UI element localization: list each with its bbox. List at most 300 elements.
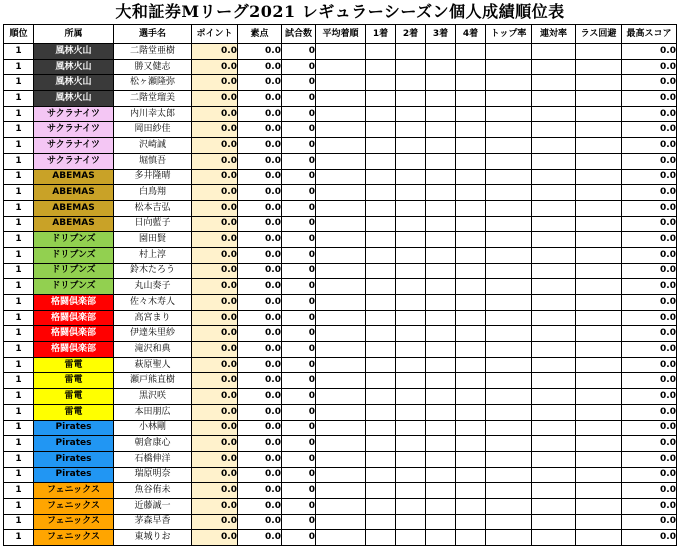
avg-rank-cell [316, 483, 366, 499]
top-rate-cell [486, 357, 532, 373]
las-avoid-cell [576, 514, 622, 530]
team-cell: Pirates [34, 467, 114, 483]
first-count-cell [366, 169, 396, 185]
point-cell: 0.0 [192, 373, 238, 389]
table-row [4, 75, 677, 91]
las-avoid-cell [576, 373, 622, 389]
table-row [4, 247, 677, 263]
fourth-count-cell [456, 373, 486, 389]
las-avoid-cell [576, 59, 622, 75]
avg-rank-cell [316, 263, 366, 279]
first-count-cell [366, 467, 396, 483]
max-score-cell: 0.0 [622, 420, 677, 436]
avg-rank-cell [316, 326, 366, 342]
team-cell: ABEMAS [34, 185, 114, 201]
point-cell: 0.0 [192, 153, 238, 169]
avg-rank-cell [316, 295, 366, 311]
soten-cell: 0.0 [238, 420, 282, 436]
third-count-cell [426, 263, 456, 279]
rentai-rate-cell [532, 44, 576, 60]
first-count-cell [366, 483, 396, 499]
games-cell: 0 [282, 216, 316, 232]
third-count-cell [426, 498, 456, 514]
las-avoid-cell [576, 279, 622, 295]
header-second: 2着 [396, 25, 426, 44]
games-cell: 0 [282, 232, 316, 248]
avg-rank-cell [316, 389, 366, 405]
header-team: 所属 [34, 25, 114, 44]
max-score-cell: 0.0 [622, 530, 677, 546]
second-count-cell [396, 498, 426, 514]
rentai-rate-cell [532, 389, 576, 405]
rank-cell: 1 [4, 342, 34, 358]
las-avoid-cell [576, 185, 622, 201]
las-avoid-cell [576, 216, 622, 232]
point-cell: 0.0 [192, 514, 238, 530]
third-count-cell [426, 389, 456, 405]
table-row [4, 451, 677, 467]
rank-cell: 1 [4, 153, 34, 169]
table-row [4, 530, 677, 546]
max-score-cell: 0.0 [622, 279, 677, 295]
rank-cell: 1 [4, 232, 34, 248]
max-score-cell: 0.0 [622, 467, 677, 483]
games-cell: 0 [282, 514, 316, 530]
first-count-cell [366, 498, 396, 514]
top-rate-cell [486, 389, 532, 405]
games-cell: 0 [282, 91, 316, 107]
third-count-cell [426, 279, 456, 295]
second-count-cell [396, 436, 426, 452]
rentai-rate-cell [532, 420, 576, 436]
table-row [4, 200, 677, 216]
rank-cell: 1 [4, 91, 34, 107]
team-cell: フェニックス [34, 530, 114, 546]
rank-cell: 1 [4, 530, 34, 546]
first-count-cell [366, 436, 396, 452]
player-name-cell: 白鳥翔 [114, 185, 192, 201]
fourth-count-cell [456, 342, 486, 358]
las-avoid-cell [576, 153, 622, 169]
third-count-cell [426, 169, 456, 185]
first-count-cell [366, 310, 396, 326]
games-cell: 0 [282, 263, 316, 279]
second-count-cell [396, 138, 426, 154]
third-count-cell [426, 200, 456, 216]
rentai-rate-cell [532, 467, 576, 483]
rank-cell: 1 [4, 59, 34, 75]
team-cell: サクラナイツ [34, 153, 114, 169]
player-name-cell: 堀慎吾 [114, 153, 192, 169]
team-cell: Pirates [34, 436, 114, 452]
third-count-cell [426, 44, 456, 60]
soten-cell: 0.0 [238, 153, 282, 169]
fourth-count-cell [456, 59, 486, 75]
avg-rank-cell [316, 216, 366, 232]
games-cell: 0 [282, 153, 316, 169]
top-rate-cell [486, 59, 532, 75]
rentai-rate-cell [532, 483, 576, 499]
first-count-cell [366, 514, 396, 530]
max-score-cell: 0.0 [622, 216, 677, 232]
player-name-cell: 東城りお [114, 530, 192, 546]
las-avoid-cell [576, 295, 622, 311]
games-cell: 0 [282, 295, 316, 311]
rentai-rate-cell [532, 59, 576, 75]
third-count-cell [426, 232, 456, 248]
las-avoid-cell [576, 106, 622, 122]
top-rate-cell [486, 295, 532, 311]
games-cell: 0 [282, 373, 316, 389]
soten-cell: 0.0 [238, 216, 282, 232]
soten-cell: 0.0 [238, 279, 282, 295]
rentai-rate-cell [532, 216, 576, 232]
second-count-cell [396, 530, 426, 546]
third-count-cell [426, 373, 456, 389]
fourth-count-cell [456, 498, 486, 514]
table-row [4, 263, 677, 279]
standings-table [3, 24, 677, 546]
soten-cell: 0.0 [238, 91, 282, 107]
fourth-count-cell [456, 263, 486, 279]
fourth-count-cell [456, 169, 486, 185]
max-score-cell: 0.0 [622, 514, 677, 530]
top-rate-cell [486, 91, 532, 107]
first-count-cell [366, 44, 396, 60]
team-cell: Pirates [34, 451, 114, 467]
first-count-cell [366, 342, 396, 358]
max-score-cell: 0.0 [622, 326, 677, 342]
team-cell: ABEMAS [34, 216, 114, 232]
soten-cell: 0.0 [238, 357, 282, 373]
fourth-count-cell [456, 451, 486, 467]
header-max-score: 最高スコア [622, 25, 677, 44]
avg-rank-cell [316, 310, 366, 326]
point-cell: 0.0 [192, 530, 238, 546]
player-name-cell: 小林剛 [114, 420, 192, 436]
header-first: 1着 [366, 25, 396, 44]
max-score-cell: 0.0 [622, 373, 677, 389]
las-avoid-cell [576, 389, 622, 405]
player-name-cell: 萩原聖人 [114, 357, 192, 373]
third-count-cell [426, 326, 456, 342]
team-cell: Pirates [34, 420, 114, 436]
table-row [4, 122, 677, 138]
top-rate-cell [486, 342, 532, 358]
team-cell: 雷電 [34, 404, 114, 420]
rentai-rate-cell [532, 169, 576, 185]
rank-cell: 1 [4, 373, 34, 389]
fourth-count-cell [456, 326, 486, 342]
player-name-cell: 石橋伸洋 [114, 451, 192, 467]
player-name-cell: 朝倉康心 [114, 436, 192, 452]
soten-cell: 0.0 [238, 530, 282, 546]
second-count-cell [396, 357, 426, 373]
team-cell: ドリブンズ [34, 279, 114, 295]
soten-cell: 0.0 [238, 232, 282, 248]
soten-cell: 0.0 [238, 342, 282, 358]
second-count-cell [396, 106, 426, 122]
top-rate-cell [486, 153, 532, 169]
point-cell: 0.0 [192, 467, 238, 483]
las-avoid-cell [576, 530, 622, 546]
soten-cell: 0.0 [238, 263, 282, 279]
second-count-cell [396, 247, 426, 263]
soten-cell: 0.0 [238, 389, 282, 405]
las-avoid-cell [576, 44, 622, 60]
rank-cell: 1 [4, 357, 34, 373]
first-count-cell [366, 232, 396, 248]
player-name-cell: 本田朋広 [114, 404, 192, 420]
first-count-cell [366, 247, 396, 263]
third-count-cell [426, 247, 456, 263]
header-fourth: 4着 [456, 25, 486, 44]
top-rate-cell [486, 247, 532, 263]
top-rate-cell [486, 106, 532, 122]
player-name-cell: 伊達朱里紗 [114, 326, 192, 342]
point-cell: 0.0 [192, 404, 238, 420]
table-row [4, 467, 677, 483]
header-games: 試合数 [282, 25, 316, 44]
player-name-cell: 魚谷侑未 [114, 483, 192, 499]
las-avoid-cell [576, 420, 622, 436]
las-avoid-cell [576, 247, 622, 263]
fourth-count-cell [456, 91, 486, 107]
top-rate-cell [486, 232, 532, 248]
third-count-cell [426, 451, 456, 467]
third-count-cell [426, 153, 456, 169]
soten-cell: 0.0 [238, 185, 282, 201]
team-cell: フェニックス [34, 514, 114, 530]
fourth-count-cell [456, 232, 486, 248]
rank-cell: 1 [4, 467, 34, 483]
soten-cell: 0.0 [238, 169, 282, 185]
team-cell: サクラナイツ [34, 122, 114, 138]
top-rate-cell [486, 138, 532, 154]
third-count-cell [426, 138, 456, 154]
las-avoid-cell [576, 498, 622, 514]
avg-rank-cell [316, 404, 366, 420]
rentai-rate-cell [532, 138, 576, 154]
table-row [4, 59, 677, 75]
header-third: 3着 [426, 25, 456, 44]
first-count-cell [366, 200, 396, 216]
second-count-cell [396, 373, 426, 389]
fourth-count-cell [456, 216, 486, 232]
games-cell: 0 [282, 357, 316, 373]
games-cell: 0 [282, 200, 316, 216]
first-count-cell [366, 357, 396, 373]
team-cell: 格闘倶楽部 [34, 342, 114, 358]
rank-cell: 1 [4, 279, 34, 295]
first-count-cell [366, 279, 396, 295]
third-count-cell [426, 295, 456, 311]
max-score-cell: 0.0 [622, 483, 677, 499]
games-cell: 0 [282, 106, 316, 122]
second-count-cell [396, 483, 426, 499]
avg-rank-cell [316, 169, 366, 185]
first-count-cell [366, 153, 396, 169]
rank-cell: 1 [4, 451, 34, 467]
fourth-count-cell [456, 514, 486, 530]
rentai-rate-cell [532, 498, 576, 514]
soten-cell: 0.0 [238, 59, 282, 75]
team-cell: 風林火山 [34, 59, 114, 75]
first-count-cell [366, 420, 396, 436]
top-rate-cell [486, 420, 532, 436]
max-score-cell: 0.0 [622, 122, 677, 138]
avg-rank-cell [316, 436, 366, 452]
table-row [4, 342, 677, 358]
second-count-cell [396, 153, 426, 169]
max-score-cell: 0.0 [622, 200, 677, 216]
player-name-cell: 岡田紗佳 [114, 122, 192, 138]
first-count-cell [366, 91, 396, 107]
table-row [4, 389, 677, 405]
top-rate-cell [486, 263, 532, 279]
top-rate-cell [486, 498, 532, 514]
player-name-cell: 瀬戸熊直樹 [114, 373, 192, 389]
point-cell: 0.0 [192, 279, 238, 295]
first-count-cell [366, 389, 396, 405]
fourth-count-cell [456, 44, 486, 60]
rentai-rate-cell [532, 514, 576, 530]
avg-rank-cell [316, 122, 366, 138]
games-cell: 0 [282, 247, 316, 263]
rentai-rate-cell [532, 279, 576, 295]
rank-cell: 1 [4, 75, 34, 91]
games-cell: 0 [282, 185, 316, 201]
top-rate-cell [486, 169, 532, 185]
top-rate-cell [486, 185, 532, 201]
player-name-cell: 沢崎誠 [114, 138, 192, 154]
second-count-cell [396, 216, 426, 232]
games-cell: 0 [282, 483, 316, 499]
team-cell: ABEMAS [34, 169, 114, 185]
first-count-cell [366, 326, 396, 342]
soten-cell: 0.0 [238, 404, 282, 420]
third-count-cell [426, 483, 456, 499]
player-name-cell: 鈴木たろう [114, 263, 192, 279]
point-cell: 0.0 [192, 357, 238, 373]
rank-cell: 1 [4, 404, 34, 420]
first-count-cell [366, 138, 396, 154]
point-cell: 0.0 [192, 326, 238, 342]
rentai-rate-cell [532, 75, 576, 91]
rank-cell: 1 [4, 138, 34, 154]
second-count-cell [396, 185, 426, 201]
rank-cell: 1 [4, 247, 34, 263]
team-cell: 格闘倶楽部 [34, 326, 114, 342]
first-count-cell [366, 106, 396, 122]
las-avoid-cell [576, 451, 622, 467]
top-rate-cell [486, 530, 532, 546]
team-cell: 風林火山 [34, 44, 114, 60]
top-rate-cell [486, 404, 532, 420]
second-count-cell [396, 200, 426, 216]
soten-cell: 0.0 [238, 498, 282, 514]
player-name-cell: 滝沢和典 [114, 342, 192, 358]
player-name-cell: 松ヶ瀬隆弥 [114, 75, 192, 91]
team-cell: 風林火山 [34, 75, 114, 91]
table-row [4, 185, 677, 201]
point-cell: 0.0 [192, 138, 238, 154]
max-score-cell: 0.0 [622, 91, 677, 107]
las-avoid-cell [576, 404, 622, 420]
max-score-cell: 0.0 [622, 232, 677, 248]
team-cell: ドリブンズ [34, 232, 114, 248]
avg-rank-cell [316, 420, 366, 436]
point-cell: 0.0 [192, 122, 238, 138]
team-cell: サクラナイツ [34, 138, 114, 154]
rentai-rate-cell [532, 530, 576, 546]
avg-rank-cell [316, 342, 366, 358]
las-avoid-cell [576, 436, 622, 452]
rank-cell: 1 [4, 498, 34, 514]
las-avoid-cell [576, 200, 622, 216]
header-soten: 素点 [238, 25, 282, 44]
max-score-cell: 0.0 [622, 404, 677, 420]
point-cell: 0.0 [192, 75, 238, 91]
rentai-rate-cell [532, 326, 576, 342]
avg-rank-cell [316, 153, 366, 169]
player-name-cell: 黒沢咲 [114, 389, 192, 405]
max-score-cell: 0.0 [622, 185, 677, 201]
rentai-rate-cell [532, 91, 576, 107]
soten-cell: 0.0 [238, 295, 282, 311]
soten-cell: 0.0 [238, 200, 282, 216]
games-cell: 0 [282, 420, 316, 436]
second-count-cell [396, 75, 426, 91]
rentai-rate-cell [532, 436, 576, 452]
first-count-cell [366, 75, 396, 91]
avg-rank-cell [316, 247, 366, 263]
games-cell: 0 [282, 389, 316, 405]
rentai-rate-cell [532, 373, 576, 389]
rank-cell: 1 [4, 420, 34, 436]
rentai-rate-cell [532, 153, 576, 169]
avg-rank-cell [316, 514, 366, 530]
games-cell: 0 [282, 404, 316, 420]
rentai-rate-cell [532, 263, 576, 279]
top-rate-cell [486, 451, 532, 467]
team-cell: 格闘倶楽部 [34, 295, 114, 311]
top-rate-cell [486, 514, 532, 530]
second-count-cell [396, 389, 426, 405]
third-count-cell [426, 357, 456, 373]
team-cell: 雷電 [34, 389, 114, 405]
rank-cell: 1 [4, 185, 34, 201]
player-name-cell: 茅森早香 [114, 514, 192, 530]
second-count-cell [396, 263, 426, 279]
rank-cell: 1 [4, 389, 34, 405]
fourth-count-cell [456, 106, 486, 122]
header-rentai-rate: 連対率 [532, 25, 576, 44]
player-name-cell: 瑞原明奈 [114, 467, 192, 483]
las-avoid-cell [576, 326, 622, 342]
fourth-count-cell [456, 436, 486, 452]
first-count-cell [366, 295, 396, 311]
second-count-cell [396, 342, 426, 358]
rentai-rate-cell [532, 310, 576, 326]
rentai-rate-cell [532, 451, 576, 467]
team-cell: 格闘倶楽部 [34, 310, 114, 326]
team-cell: 雷電 [34, 373, 114, 389]
second-count-cell [396, 295, 426, 311]
header-rank: 順位 [4, 25, 34, 44]
games-cell: 0 [282, 451, 316, 467]
table-row [4, 357, 677, 373]
